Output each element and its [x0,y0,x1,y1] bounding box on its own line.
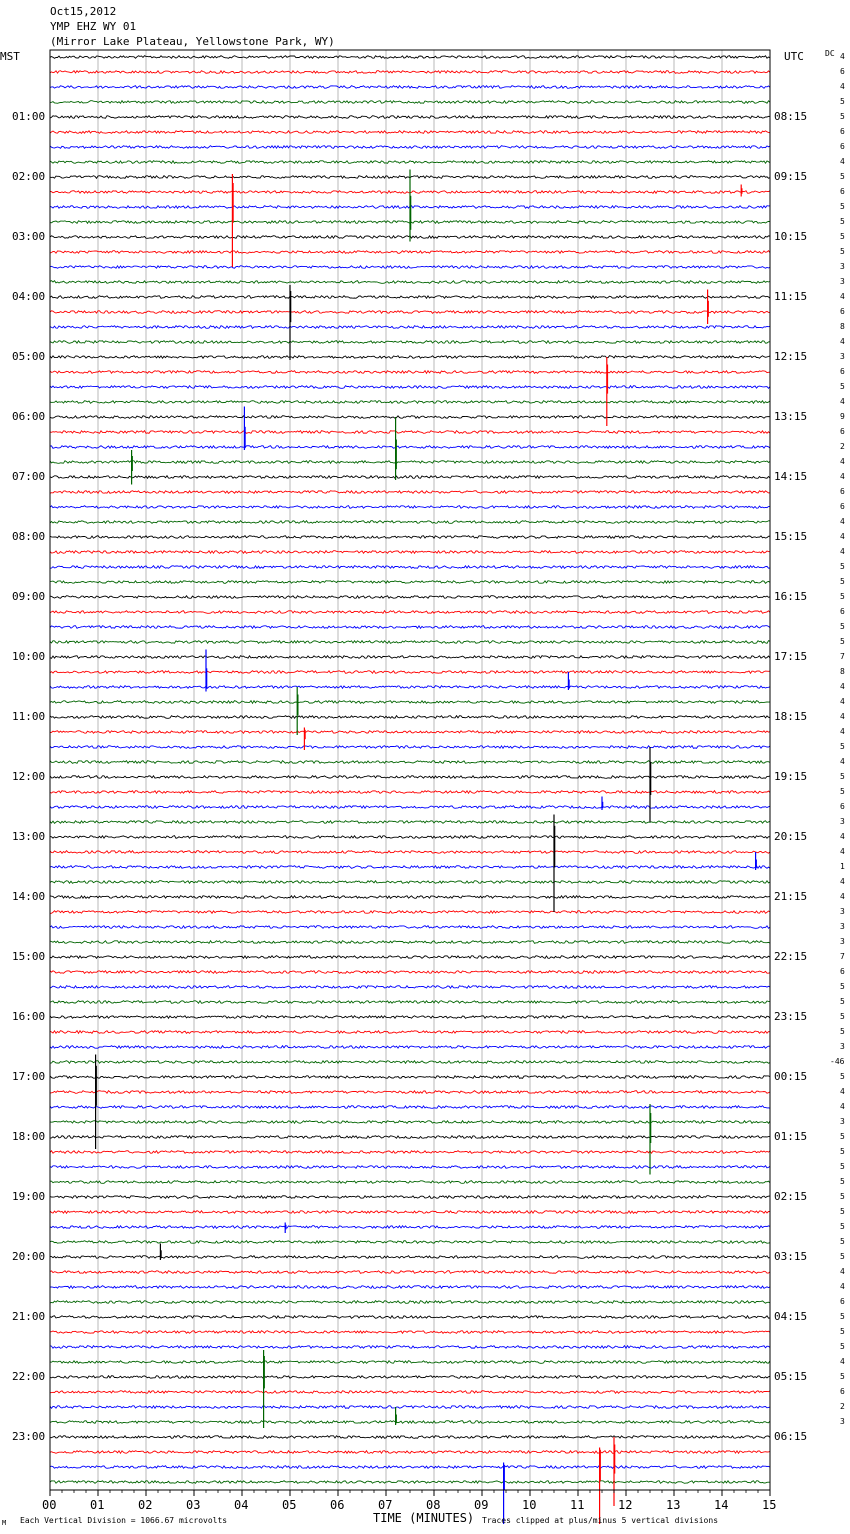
left-hour-label: 21:00 [12,1310,46,1323]
dc-offset-label: 5 [840,97,845,106]
right-hour-label: 02:15 [774,1190,808,1203]
right-axis-title: UTC [784,50,804,63]
right-hour-label: 10:15 [774,230,808,243]
trace-6 [50,146,770,149]
dc-offset-label: 4 [840,892,845,901]
dc-offset-label: 3 [840,1417,845,1426]
dc-offset-label: 6 [840,967,845,976]
dc-offset-label: 3 [840,922,845,931]
trace-53 [50,851,770,854]
trace-60 [50,956,770,959]
dc-offset-label: 5 [840,1132,845,1141]
dc-offset-label: 4 [840,532,845,541]
dc-offset-label: 5 [840,622,845,631]
trace-31 [50,521,770,524]
trace-71 [50,1121,770,1124]
trace-42 [50,686,770,689]
trace-28 [50,476,770,479]
left-hour-label: 13:00 [12,830,46,843]
header-date: Oct15,2012 [50,5,117,18]
right-hour-label: 03:15 [774,1250,808,1263]
dc-offset-label: 3 [840,352,845,361]
dc-offset-label: 6 [840,142,845,151]
trace-22 [50,386,770,389]
left-hour-label: 10:00 [12,650,46,663]
trace-87 [50,1361,770,1364]
trace-74 [50,1166,770,1169]
left-hour-label: 06:00 [12,410,46,423]
dc-offset-label: 2 [840,1402,845,1411]
dc-offset-label: 5 [840,742,845,751]
dc-offset-label: 4 [840,1087,845,1096]
dc-offset-label: 4 [840,457,845,466]
left-hour-label: 14:00 [12,890,46,903]
dc-offset-label: 5 [840,1192,845,1201]
dc-offset-label: 3 [840,907,845,916]
trace-1 [50,71,770,74]
trace-67 [50,1061,770,1064]
trace-40 [50,656,770,659]
trace-45 [50,731,770,734]
x-tick-label: 00 [42,1498,57,1512]
dc-offset-label: 9 [840,412,845,421]
trace-77 [50,1211,770,1214]
trace-35 [50,581,770,584]
trace-83 [50,1301,770,1304]
trace-2 [50,86,770,89]
dc-offset-label: 4 [840,547,845,556]
left-hour-label: 23:00 [12,1430,46,1443]
trace-32 [50,536,770,539]
dc-offset-label: 6 [840,607,845,616]
right-hour-label: 05:15 [774,1370,808,1383]
dc-offset-label: 5 [840,1237,845,1246]
dc-offset-label: 4 [840,292,845,301]
dc-offset-label: 4 [840,682,845,691]
dc-offset-label: 1 [840,862,845,871]
dc-offset-label: 3 [840,1117,845,1126]
dc-offset-label: 5 [840,1177,845,1186]
trace-68 [50,1076,770,1079]
dc-offset-label: 6 [840,1387,845,1396]
dc-offset-label: 4 [840,697,845,706]
trace-24 [50,416,770,419]
trace-50 [50,806,770,809]
dc-offset-label: 4 [840,517,845,526]
dc-offset-label: 5 [840,1252,845,1261]
trace-23 [50,401,770,404]
left-hour-label: 02:00 [12,170,46,183]
x-tick-label: 06 [330,1498,345,1512]
trace-43 [50,701,770,704]
x-axis-title: TIME (MINUTES) [373,1511,475,1525]
trace-93 [50,1451,770,1454]
right-hour-label: 06:15 [774,1430,808,1443]
dc-offset-label: 7 [840,652,845,661]
dc-offset-label: 6 [840,367,845,376]
trace-86 [50,1346,770,1349]
dc-offset-label: 4 [840,727,845,736]
trace-26 [50,446,770,449]
dc-offset-label: 4 [840,847,845,856]
dc-offset-label: 4 [840,1282,845,1291]
right-hour-label: 09:15 [774,170,808,183]
right-hour-label: 04:15 [774,1310,808,1323]
dc-offset-label: 4 [840,757,845,766]
right-hour-label: 18:15 [774,710,808,723]
x-tick-label: 03 [186,1498,201,1512]
right-hour-label: 01:15 [774,1130,808,1143]
trace-44 [50,716,770,719]
dc-offset-label: 3 [840,817,845,826]
right-hour-label: 19:15 [774,770,808,783]
trace-36 [50,596,770,599]
trace-14 [50,266,770,269]
dc-offset-label: 5 [840,1147,845,1156]
dc-offset-label: 5 [840,982,845,991]
dc-offset-label: 2 [840,442,845,451]
dc-offset-label: 4 [840,52,845,61]
trace-76 [50,1196,770,1199]
dc-offset-label: 5 [840,202,845,211]
trace-65 [50,1031,770,1034]
dc-offset-label: 5 [840,637,845,646]
left-hour-label: 03:00 [12,230,46,243]
dc-offset-label: 4 [840,877,845,886]
trace-88 [50,1376,770,1379]
trace-62 [50,986,770,989]
dc-offset-label: 6 [840,1297,845,1306]
trace-5 [50,131,770,134]
right-hour-label: 11:15 [774,290,808,303]
dc-offset-label: 5 [840,247,845,256]
dc-offset-label: 8 [840,322,845,331]
x-tick-label: 08 [426,1498,441,1512]
trace-39 [50,641,770,644]
dc-offset-label: 5 [840,1027,845,1036]
trace-63 [50,1001,770,1004]
dc-offset-label: 6 [840,427,845,436]
dc-offset-label: 4 [840,1267,845,1276]
right-hour-label: 20:15 [774,830,808,843]
dc-offset-label: 4 [840,712,845,721]
dc-offset-label: 5 [840,382,845,391]
right-hour-label: 21:15 [774,890,808,903]
trace-25 [50,431,770,434]
trace-64 [50,1016,770,1019]
trace-79 [50,1241,770,1244]
dc-offset-label: 6 [840,127,845,136]
trace-54 [50,866,770,869]
trace-75 [50,1181,770,1184]
clip-note: Traces clipped at plus/minus 5 vertical divisions [482,1516,719,1525]
scale-note: Each Vertical Division = 1066.67 microvolts [20,1516,228,1525]
right-hour-label: 15:15 [774,530,808,543]
trace-46 [50,746,770,749]
left-hour-label: 08:00 [12,530,46,543]
x-tick-label: 13 [666,1498,681,1512]
left-hour-label: 11:00 [12,710,46,723]
dc-title: DC [825,49,835,58]
trace-72 [50,1136,770,1139]
dc-offset-label: 5 [840,217,845,226]
dc-offset-label: 4 [840,337,845,346]
trace-19 [50,341,770,344]
x-ticks [50,1490,770,1496]
left-hour-label: 12:00 [12,770,46,783]
left-hour-label: 04:00 [12,290,46,303]
trace-52 [50,836,770,839]
dc-offset-label: 4 [840,1357,845,1366]
x-tick-label: 04 [234,1498,249,1512]
dc-offset-label: 4 [840,1102,845,1111]
trace-33 [50,551,770,554]
dc-offset-label: 6 [840,187,845,196]
trace-4 [50,116,770,119]
x-tick-label: 01 [90,1498,105,1512]
dc-offset-label: 5 [840,1012,845,1021]
trace-51 [50,821,770,824]
left-hour-label: 17:00 [12,1070,46,1083]
x-tick-label: 11 [570,1498,585,1512]
left-hour-label: 15:00 [12,950,46,963]
x-tick-label: 02 [138,1498,153,1512]
trace-73 [50,1151,770,1154]
trace-37 [50,611,770,614]
x-tick-label: 12 [618,1498,633,1512]
left-axis-title: MST [0,50,20,63]
x-tick-label: 15 [762,1498,777,1512]
left-hour-label: 09:00 [12,590,46,603]
right-hour-label: 14:15 [774,470,808,483]
dc-offset-label: 6 [840,67,845,76]
dc-offset-label: 6 [840,802,845,811]
dc-offset-label: 3 [840,277,845,286]
dc-offset-label: 3 [840,1042,845,1051]
dc-offset-label: 3 [840,262,845,271]
x-tick-label: 09 [474,1498,489,1512]
dc-offset-label: 6 [840,502,845,511]
trace-82 [50,1286,770,1289]
trace-3 [50,101,770,104]
dc-offset-label: 5 [840,1372,845,1381]
left-hour-label: 05:00 [12,350,46,363]
right-hour-label: 13:15 [774,410,808,423]
trace-16 [50,296,770,299]
trace-41 [50,671,770,674]
dc-offset-label: 5 [840,172,845,181]
trace-7 [50,161,770,164]
dc-offset-label: 5 [840,1162,845,1171]
trace-47 [50,761,770,764]
trace-29 [50,491,770,494]
trace-61 [50,971,770,974]
x-tick-label: 10 [522,1498,537,1512]
trace-55 [50,881,770,884]
trace-38 [50,626,770,629]
trace-48 [50,776,770,779]
left-hour-label: 22:00 [12,1370,46,1383]
trace-0 [50,56,770,59]
x-tick-label: 14 [714,1498,729,1512]
dc-offset-label: 5 [840,772,845,781]
dc-offset-label: 5 [840,1207,845,1216]
trace-94 [50,1466,770,1469]
trace-92 [50,1436,770,1439]
right-hour-label: 16:15 [774,590,808,603]
dc-offset-label: -46 [830,1057,845,1066]
trace-69 [50,1091,770,1094]
trace-70 [50,1106,770,1109]
trace-58 [50,926,770,929]
dc-offset-label: 6 [840,487,845,496]
header-station: YMP EHZ WY 01 [50,20,137,33]
trace-34 [50,566,770,569]
right-hour-label: 23:15 [774,1010,808,1023]
dc-offset-label: 6 [840,307,845,316]
dc-offset-label: 5 [840,562,845,571]
left-hour-label: 20:00 [12,1250,46,1263]
traces [50,56,770,1484]
right-hour-label: 08:15 [774,110,808,123]
trace-56 [50,896,770,899]
trace-20 [50,356,770,359]
trace-21 [50,371,770,374]
dc-offset-label: 5 [840,1312,845,1321]
trace-66 [50,1046,770,1049]
dc-offset-label: 5 [840,577,845,586]
dc-offset-label: 5 [840,112,845,121]
dc-offset-label: 4 [840,472,845,481]
trace-17 [50,311,770,314]
trace-30 [50,506,770,509]
trace-84 [50,1316,770,1319]
trace-49 [50,791,770,794]
trace-80 [50,1256,770,1259]
left-hour-label: 01:00 [12,110,46,123]
right-hour-label: 22:15 [774,950,808,963]
dc-offset-label: 5 [840,592,845,601]
right-hour-label: 00:15 [774,1070,808,1083]
dc-offset-label: 5 [840,787,845,796]
left-hour-label: 07:00 [12,470,46,483]
dc-offset-label: 5 [840,232,845,241]
x-tick-label: 07 [378,1498,393,1512]
footer-mark: M [2,1519,7,1527]
trace-57 [50,911,770,914]
dc-offset-label: 7 [840,952,845,961]
trace-13 [50,251,770,254]
dc-offset-label: 5 [840,997,845,1006]
left-hour-label: 16:00 [12,1010,46,1023]
dc-offset-label: 8 [840,667,845,676]
trace-78 [50,1226,770,1229]
trace-81 [50,1271,770,1274]
left-hour-label: 18:00 [12,1130,46,1143]
trace-27 [50,461,770,464]
trace-18 [50,326,770,329]
dc-offset-label: 5 [840,1327,845,1336]
trace-90 [50,1406,770,1409]
right-hour-label: 12:15 [774,350,808,363]
trace-85 [50,1331,770,1334]
dc-offset-label: 4 [840,397,845,406]
x-tick-label: 05 [282,1498,297,1512]
header-location: (Mirror Lake Plateau, Yellowstone Park, WY) [50,35,335,48]
trace-15 [50,281,770,284]
dc-offset-label: 3 [840,937,845,946]
dc-offset-label: 5 [840,1222,845,1231]
trace-89 [50,1391,770,1394]
dc-offset-label: 4 [840,832,845,841]
left-hour-label: 19:00 [12,1190,46,1203]
right-hour-label: 17:15 [774,650,808,663]
dc-offset-label: 5 [840,1342,845,1351]
dc-offset-label: 4 [840,82,845,91]
trace-91 [50,1421,770,1424]
dc-offset-label: 4 [840,157,845,166]
trace-59 [50,941,770,944]
trace-95 [50,1481,770,1484]
dc-offset-label: 5 [840,1072,845,1081]
